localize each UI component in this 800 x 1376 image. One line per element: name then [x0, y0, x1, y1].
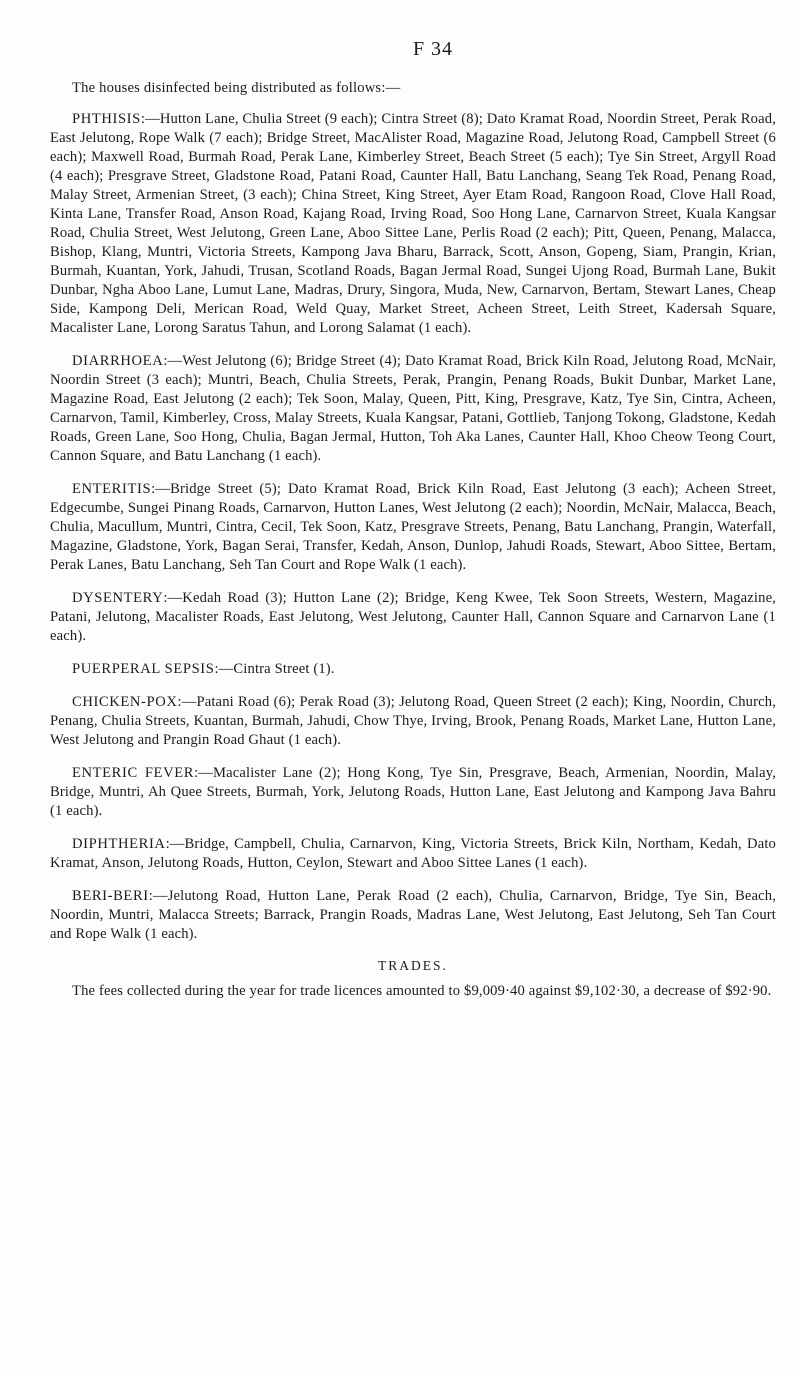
- paragraph-text: :—Cintra Street (1).: [214, 661, 335, 677]
- paragraph-heading: ENTERIC FEVER: [72, 765, 195, 781]
- paragraph-enteric-fever: [50, 764, 776, 821]
- paragraph-heading: ENTERITIS: [72, 481, 152, 497]
- paragraph-text: :—Hutton Lane, Chulia Street (9 each); Cintra Street (8); Dato Kramat Road, Noordin Street, Perak Road, East Jelutong, Rope Walk (7 each); Bridge Street, MacAlister Road, Magazine Road, Jelutong Road, Campbell Street (6 each); Maxwell Road, Burmah Road, Perak Lane, Kimberley Street, Beach Street (5 each); Tye Sin Street, Argyll Road (4 each); Presgrave Street, Gladstone Road, Patani Road, Caunter Hall, Batu Lanchang, Seang Tek Road, Penang Road, Malay Street, Armenian Street, (3 each); China Street, King Street, Ayer Etam Road, Rangoon Road, Clove Hall Road, Kinta Lane, Transfer Road, Anson Road, Kajang Road, Irving Road, Soo Hong Lane, Carnarvon Street, Kuala Kangsar Road, Chulia Street, West Jelutong, Green Lane, Aboo Sittee Lane, Perlis Road (2 each); Pitt, Queen, Penang, Malacca, Bishop, Klang, Muntri, Victoria Streets, Kampong Java Bharu, Barrack, Scott, Anson, Gopeng, Siam, Prangin, Krian, Burmah, Kuantan, York, Jahudi, Trusan, Scotland Roads, Bagan Jermal Road, Sungei Ujong Road, Burmah Lane, Bukit Dunbar, Ngha Aboo Lane, Lumut Lane, Madras, Drury, Singora, Muda, New, Carnarvon, Bertam, Stewart Lanes, Cheap Side, Kampong Deli, Merican Road, Weld Quay, Market Street, Acheen Street, Leith Street, Kadersah Square, Macalister Lane, Lorong Saratus Tahun, and Lorong Salamat (1 each).: [50, 111, 776, 336]
- paragraph-text: :—Jelutong Road, Hutton Lane, Perak Road (2 each), Chulia, Carnarvon, Bridge, Tye Sin, Beach, Noordin, Muntri, Malacca Streets; Barrack, Prangin Roads, Madras Lane, West Jelutong, East Jelutong, Seh Tan Court and Rope Walk (1 each).: [50, 888, 776, 942]
- paragraph-phthisis: [50, 110, 776, 338]
- paragraph-puerperal-sepsis: [50, 660, 776, 679]
- page-reference: F 34: [412, 38, 454, 60]
- paragraph-text: :—Bridge Street (5); Dato Kramat Road, Brick Kiln Road, East Jelutong (3 each); Acheen Street, Edgecumbe, Sungei Pinang Roads, Carnarvon, Hutton Lanes, West Jelutong (2 each); Noordin, McNair, Malacca, Beach, Chulia, Macullum, Muntri, Cintra, Cecil, Tek Soon, Katz, Presgrave Streets, Penang, Batu Lanchang, Prangin, Waterfall, Magazine, Gladstone, York, Bagan Serai, Transfer, Kedah, Anson, Dunlop, Jahudi Roads, Stewart, Aboo Sittee, Bertam, Perak Lanes, Batu Lanchang, Seh Tan Court and Rope Walk (1 each).: [50, 481, 776, 573]
- paragraph-heading: DIPHTHERIA: [72, 836, 166, 852]
- intro-line: The houses disinfected being distributed as follows:—: [72, 80, 401, 96]
- paragraph-heading: PHTHISIS: [72, 111, 141, 127]
- paragraph-heading: PUERPERAL SEPSIS: [72, 661, 215, 677]
- paragraph-beri-beri: [50, 887, 776, 944]
- paragraph-chicken-pox: [50, 693, 776, 750]
- paragraph-trades: The fees collected during the year for trade licences amounted to $9,009·40 against $9,102·30, a decrease of $92·90.: [72, 983, 772, 999]
- paragraph-text: :—Bridge, Campbell, Chulia, Carnarvon, King, Victoria Streets, Brick Kiln, Northam, Kedah, Dato Kramat, Anson, Jelutong Roads, Hutton, Ceylon, Stewart and Aboo Sittee Lanes (1 each).: [50, 836, 776, 871]
- paragraph-text: :—West Jelutong (6); Bridge Street (4); Dato Kramat Road, Brick Kiln Road, Jelutong Road, McNair, Noordin Street (3 each); Muntri, Beach, Chulia Streets, Perak, Prangin, Penang Roads, Bukit Dunbar, Market Lane, Magazine Road, East Jelutong (2 each); Tek Soon, Malay, Queen, Pitt, King, Presgrave, Katz, Tye Sin, Cintra, Acheen, Carnarvon, Tamil, Kimberley, Cross, Malay Streets, Kuala Kangsar, Patani, Gottlieb, Tanjong Tokong, Gladstone, Kedah Roads, Green Lane, Soo Hong, Chulia, Bagan Jermal, Hutton, Toh Aka Lanes, Caunter Hall, Khoo Cheow Teong Court, Cannon Square, and Batu Lanchang (1 each).: [50, 353, 776, 464]
- paragraph-dysentery: [50, 589, 776, 646]
- section-title-trades: TRADES.: [378, 958, 448, 973]
- paragraph-text: :—Macalister Lane (2); Hong Kong, Tye Sin, Presgrave, Beach, Armenian, Noordin, Malay, Bridge, Muntri, Ah Quee Streets, Burmah, York, Jelutong Roads, Hutton Lane, East Jelutong and Kampong Java Bahru (1 each).: [50, 765, 776, 819]
- paragraph-diphtheria: [50, 835, 776, 873]
- paragraph-heading: DIARRHOEA: [72, 353, 164, 369]
- paragraph-enteritis: [50, 480, 776, 575]
- paragraph-heading: BERI-BERI: [72, 888, 149, 904]
- paragraph-diarrhoea: [50, 352, 776, 466]
- paragraph-text: :—Patani Road (6); Perak Road (3); Jelutong Road, Queen Street (2 each); King, Noordin, Church, Penang, Chulia Streets, Kuantan, Burmah, Jahudi, Chow Thye, Irving, Brook, Penang Roads, Market Lane, Hutton Lane, West Jelutong and Prangin Road Ghaut (1 each).: [50, 694, 776, 748]
- paragraph-heading: DYSENTERY: [72, 590, 164, 606]
- paragraph-heading: CHICKEN-POX: [72, 694, 178, 710]
- paragraph-text: :—Kedah Road (3); Hutton Lane (2); Bridge, Keng Kwee, Tek Soon Streets, Western, Magazine, Patani, Jelutong, Macalister Roads, East Jelutong, West Jelutong, Caunter Hall, Cannon Square and Carnarvon Lane (1 each).: [50, 590, 776, 644]
